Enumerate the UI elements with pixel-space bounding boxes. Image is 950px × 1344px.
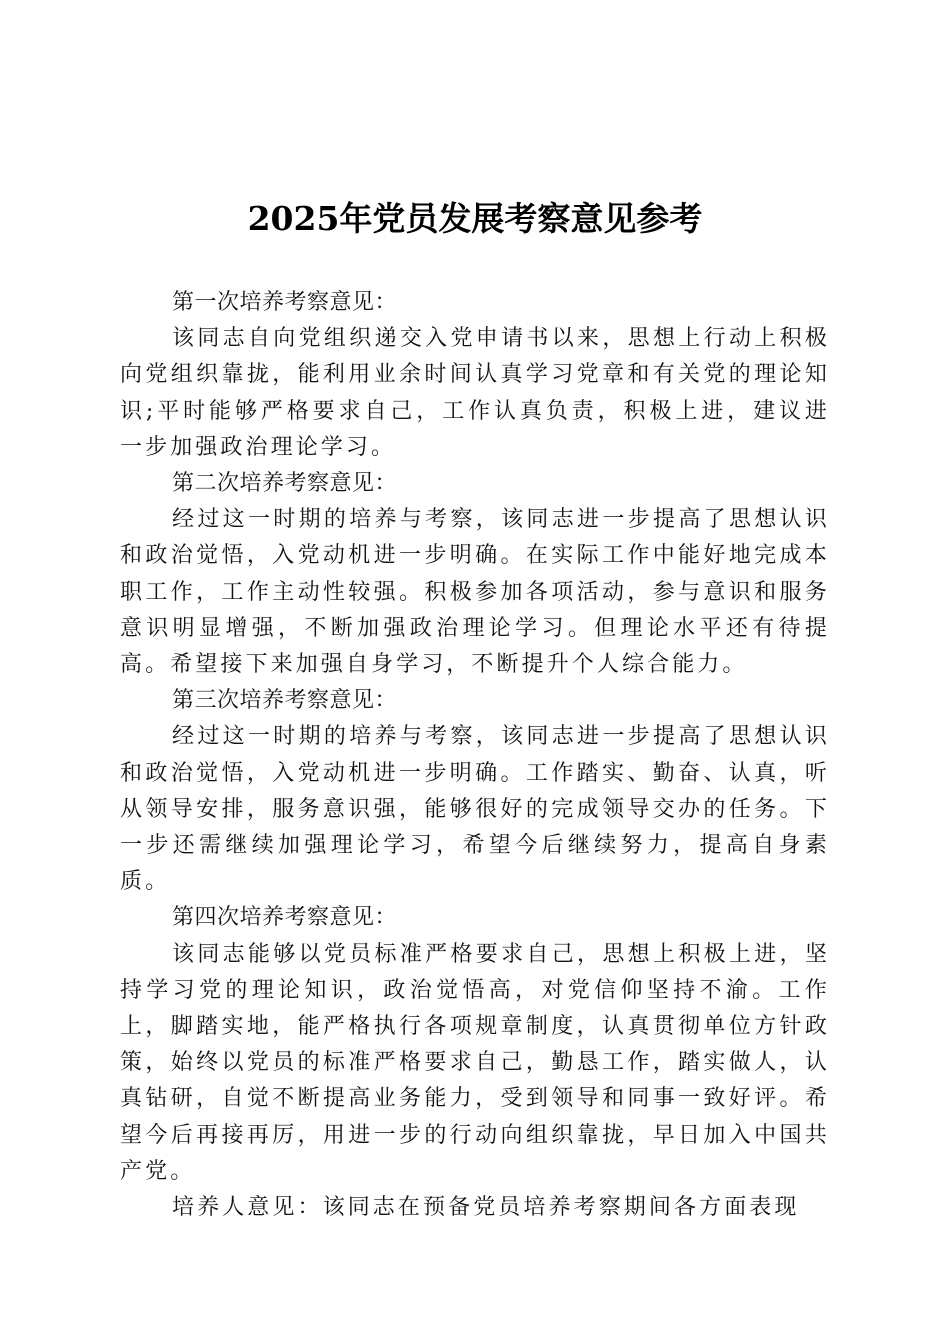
section-4-heading: 第四次培养考察意见： (172, 905, 398, 931)
closing-paragraph: 培养人意见：该同志在预备党员培养考察期间各方面表现 (172, 1195, 800, 1221)
document-title: 2025年党员发展考察意见参考 (247, 199, 703, 238)
section-1-heading: 第一次培养考察意见： (172, 290, 398, 315)
document-body (120, 285, 830, 1226)
section-3-body: 经过这一时期的培养与考察，该同志进一步提高了思想认识和政治觉悟，入党动机进一步明确。工作踏实、勤奋、认真，听从领导安排，服务意识强，能够很好的完成领导交办的任务。下一步还需继续加强理论学习，希望今后继续努力，提高自身素质。 (120, 724, 830, 895)
section-2-body: 经过这一时期的培养与考察，该同志进一步提高了思想认识和政治觉悟，入党动机进一步明确。在实际工作中能好地完成本职工作，工作主动性较强。积极参加各项活动，参与意识和服务意识明显增强，不断加强政治理论学习。但理论水平还有待提高。希望接下来加强自身学习，不断提升个人综合能力。 (120, 507, 830, 678)
section-4-body: 该同志能够以党员标准严格要求自己，思想上积极上进，坚持学习党的理论知识，政治觉悟高，对党信仰坚持不渝。工作上，脚踏实地，能严格执行各项规章制度，认真贯彻单位方针政策，始终以党员的标准严格要求自己，勤恳工作，踏实做人，认真钻研，自觉不断提高业务能力，受到领导和同事一致好评。希望今后再接再厉，用进一步的行动向组织靠拢，早日加入中国共产党。 (120, 941, 830, 1184)
section-2-heading: 第二次培养考察意见： (172, 471, 398, 497)
section-3-heading: 第三次培养考察意见： (172, 688, 398, 714)
section-1-body: 该同志自向党组织递交入党申请书以来，思想上行动上积极向党组织靠拢，能利用业余时间认真学习党章和有关党的理论知识;平时能够严格要求自己，工作认真负责，积极上进，建议进一步加强政治理论学习。 (120, 326, 830, 460)
